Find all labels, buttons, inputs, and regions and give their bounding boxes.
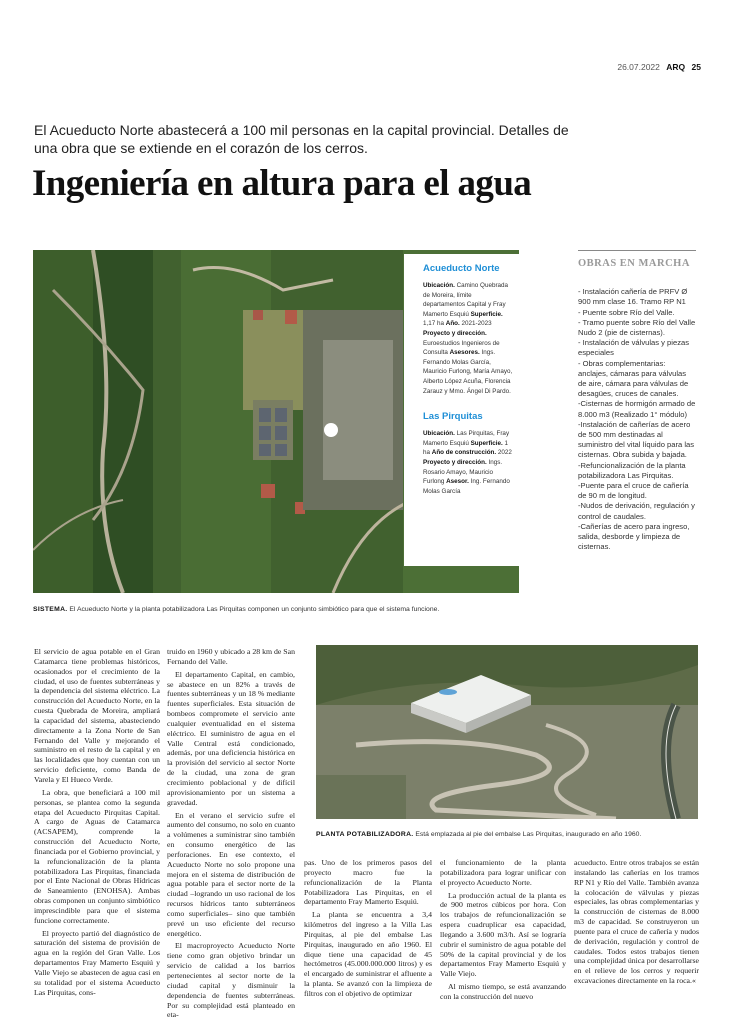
list-item: -Cañerías de acero para ingreso, salida, desborde y limpieza de cisternas.: [578, 521, 690, 552]
aerial-photo-planta: [316, 645, 698, 819]
paragraph: La obra, que beneficiará a 100 mil personas, se plantea como la segunda etapa del Acueducto Pirquitas Capital. A cargo de Aguas de Catamarca (ACSAPEM), comprende la construcción del Acueducto Norte, financiada por el Gobierno provincial, y la refuncionalización de la planta potabilizadora Las Pirquitas, financiada por el Ente Nacional de Obras Hídricas de Saneamiento (ENOHSA). Ambas obras componen un conjunto simbiótico imprescindible para que el sistema funcione correctamente.: [34, 787, 160, 925]
section-name: ARQ: [666, 62, 686, 72]
photo-caption-planta: [316, 830, 698, 839]
value-proyecto: Ings. Rosario Amayo, Mauricio Furlong: [423, 458, 503, 486]
value-anio: 2021-2023: [459, 320, 492, 328]
article-column-1: [34, 647, 160, 1001]
article-column-3: [304, 858, 432, 1002]
paragraph: truido en 1960 y ubicado a 28 km de San Fernando del Valle.: [167, 647, 295, 666]
value-superficie: 1 ha: [423, 439, 509, 457]
value-ubicacion: Camino Quebrada de Moreira, límite departamentos Capital y Fray Mamerto Esquiú: [423, 282, 509, 318]
sidebar-title: OBRAS EN MARCHA: [578, 258, 690, 269]
caption-text: El Acueducto Norte y la planta potabilizadora Las Pirquitas componen un conjunto simbiótico para que el sistema funcione.: [67, 606, 440, 613]
page-number: 25: [691, 62, 701, 72]
paragraph: acueducto. Entre otros trabajos se están instalando las cañerías en los tramos RP N1 y Río del Valle. También avanza la colocación de válvulas y piezas especiales, las obras complementarias y la construcción de cisternas de 8.000 m3 de capacidad. Se construyeron un puente para el cruce de cañería y nudos de derivación, regulación y control de caudales. Todos estos trabajos tienen una complejidad única por desarrollarse en el relieve de los cerros y requerir excavaciones directamente en la roca.«: [574, 858, 699, 986]
caption-label: SISTEMA.: [33, 606, 68, 613]
obras-en-marcha-sidebar: [578, 250, 696, 552]
article-column-4: [440, 858, 566, 1005]
value-superficie: 1,17 ha: [423, 320, 446, 328]
label-proyecto: Proyecto y dirección.: [423, 458, 487, 466]
paragraph: La planta se encuentra a 3,4 kilómetros del ingreso a la Villa Las Pirquitas, al pie del embalse Las Pirquitas, inaugurado en año 1960. El dique tiene una capacidad de 45 hectómetros (45.000.000.000 litros) y es el encargado de suministrar el afluente a la planta. Se avanzó con la limpieza de filtros con el objetivo de optimizar: [304, 910, 432, 998]
value-anio: 2022: [496, 449, 512, 457]
sidebar-list: [578, 287, 696, 552]
photo-caption-sistema: [33, 605, 693, 614]
label-anio: Año de construcción.: [431, 449, 497, 457]
article-headline: Ingeniería en altura para el agua: [32, 163, 532, 204]
las-pirquitas-details: [423, 429, 513, 496]
paragraph: El servicio de agua potable en el Gran Catamarca tiene problemas históricos, ocasionados por el crecimiento de la ciudad, el uso de fuentes subterráneas y la dependencia del sistema eléctrico. La construcción del Acueducto Norte, en la cuesta Quebrada de Moreira, ampliará la capacidad del sistema, abasteciendo directamente a la Zona Norte de San Fernando del Valle y mejorando el suministro en el resto de la capital y en las localidades que hoy cuentan con un servicio deficiente, como Banda de Varela y El Hueco Verde.: [34, 647, 160, 784]
caption-label: PLANTA POTABILIZADORA.: [316, 831, 414, 838]
caption-text: Está emplazada al pie del embalse Las Pirquitas, inaugurado en año 1960.: [413, 831, 642, 838]
list-item: -Nudos de derivación, regulación y control de caudales.: [578, 501, 695, 521]
list-item: - Instalación de válvulas y piezas especiales: [578, 338, 690, 358]
paragraph: pas. Uno de los primeros pasos del proyecto macro fue la refuncionalización de la Planta Potabilizadora Las Pirquitas, en el departamento Fray Mamerto Esquiú.: [304, 858, 432, 907]
list-item: -Instalación de cañerías de acero de 500 mm destinadas al suministro del vital líquido para las cisternas. Obra subida y bajada.: [578, 419, 695, 460]
paragraph: En el verano el servicio sufre el aumento del consumo, no solo en cuanto a volúmenes a suministrar sino también en consumo energético de las perforaciones. En ese contexto, el Acueducto Norte no solo propone una mejora en el sistema de distribución de agua potable para el sector norte de la ciudad –logrando un uso racional de los recursos hídricos tanto subterráneos como superficiales– sino que también prevé un uso eficiente del recurso energético.: [167, 810, 295, 938]
label-asesores: Asesores.: [449, 349, 480, 357]
project-info-box: [404, 254, 522, 566]
list-item: - Puente sobre Río del Valle.: [578, 307, 675, 317]
label-anio: Año.: [445, 320, 460, 328]
list-item: - Obras complementarias: anclajes, cámaras para válvulas de aire, cámara para válvulas de desagües, cruces de canales.: [578, 358, 689, 399]
paragraph: El proyecto partió del diagnóstico de saturación del sistema de provisión de agua en la región del Gran Valle. Los departamentos Fray Mamerto Esquiú y Valle Viejo se abastecen de agua casi en su totalidad por el sistema Acueducto Las Pirquitas, cons-: [34, 928, 160, 997]
label-ubicacion: Ubicación.: [423, 430, 455, 438]
paragraph: El departamento Capital, en cambio, se abastece en un 82% a través de fuentes subterráneas y un 18 % mediante fuentes superficiales. Esta situación de bombeos compromete el servicio ante cualquier eventualidad en el sistema eléctrico. El suministro de agua en el Valle Central está condicionado, además, por una deficiencia histórica en la provisión del servicio al sector Norte de la ciudad, una zona de gran crecimiento poblacional y de difícil aprovisionamiento por un sistema a gravedad.: [167, 669, 295, 807]
list-item: -Refuncionalización de la planta potabilizadora Las Pirquitas.: [578, 460, 686, 480]
label-asesor: Asesor.: [446, 478, 469, 486]
paragraph: El macroproyecto Acueducto Norte tiene como gran objetivo brindar un servicio de calidad a los barrios pertenecientes al sector norte de la ciudad capital y disminuir la dependencia de fuentes subterráneas. Por su complejidad está planteado en eta-: [167, 941, 295, 1020]
label-ubicacion: Ubicación.: [423, 282, 455, 289]
list-item: -Cisternas de hormigón armado de 8.000 m3 (Realizado 1° módulo): [578, 399, 696, 419]
label-proyecto: Proyecto y dirección.: [423, 329, 487, 337]
label-superficie: Superficie.: [470, 310, 503, 318]
paragraph: Al mismo tiempo, se está avanzando con la construcción del nuevo: [440, 982, 566, 1001]
article-kicker: El Acueducto Norte abastecerá a 100 mil personas en la capital provincial. Detalles de una obra que se extiende en el corazón de los cerros.: [34, 122, 569, 156]
list-item: -Puente para el cruce de cañería de 90 m de longitud.: [578, 481, 689, 501]
value-asesor: Ing. Fernando Molas García: [423, 478, 510, 495]
value-proyecto: Euroestudios Ingenieros de Consulta: [423, 339, 500, 357]
list-item: - Tramo puente sobre Río del Valle Nudo 2 (pie de cisternas).: [578, 317, 696, 338]
page-header: [617, 62, 701, 72]
las-pirquitas-title: Las Pirquitas: [423, 411, 483, 423]
label-superficie: Superficie.: [470, 439, 503, 447]
value-ubicacion: Las Pirquitas, Fray Mamerto Esquiú: [423, 430, 510, 447]
value-asesores: Ings. Fernando Molas García, Mauricio Furlong, María Amayo, Alberto López Acuña, Florencia Zarauz y Mmo. Ángel Di Pardo.: [423, 349, 513, 395]
article-column-5: [574, 858, 699, 989]
acueducto-norte-details: [423, 281, 513, 396]
list-item: - Instalación cañería de PRFV Ø 900 mm clase 16. Tramo RP N1: [578, 287, 688, 307]
issue-date: 26.07.2022: [617, 62, 660, 72]
paragraph: La producción actual de la planta es de 900 metros cúbicos por hora. Con los trabajos de refuncionalización se espera cuadruplicar esa capacidad, llegando a 3.600 m3/h. Así se lograría cubrir el suministro de agua potable del 50% de la capital provincial y de los departamentos Fray Mamerto Esquiú y Valle Viejo.: [440, 890, 566, 979]
article-column-2: [167, 647, 295, 1023]
acueducto-norte-title: Acueducto Norte: [423, 263, 500, 274]
sidebar-divider: [578, 250, 696, 251]
paragraph: el funcionamiento de la planta potabilizadora para lograr unificar con el proyecto Acueducto Norte.: [440, 858, 566, 887]
